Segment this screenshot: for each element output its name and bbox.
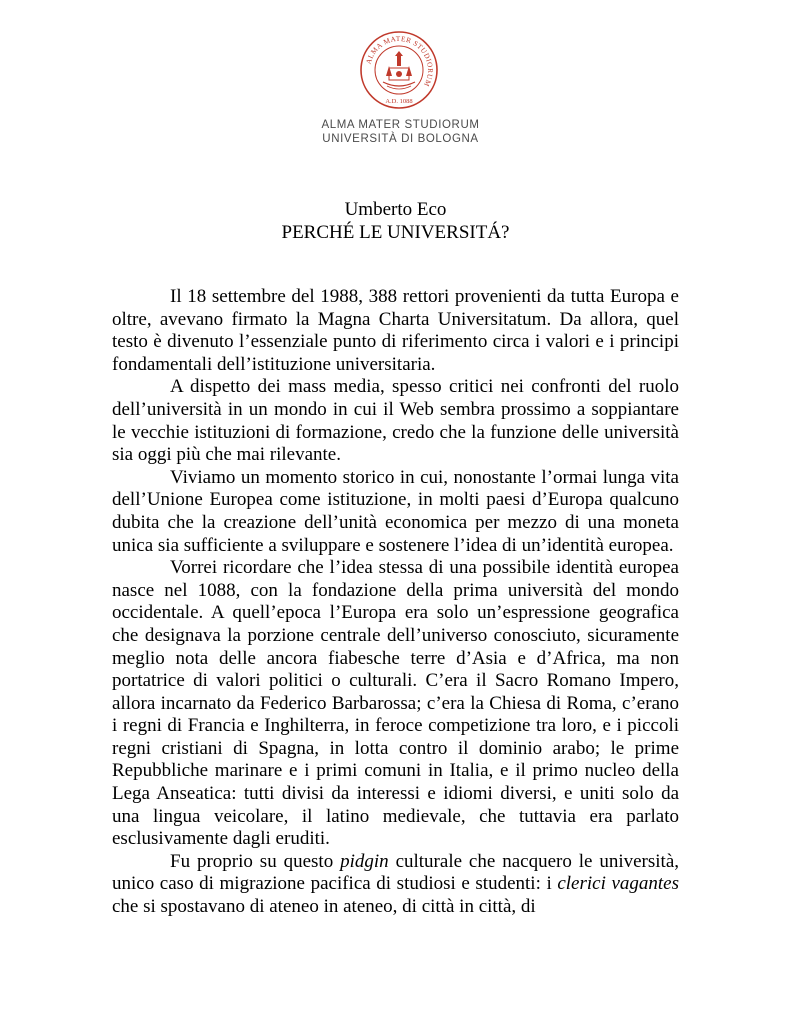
paragraph-text: Il 18 settembre del 1988, 388 rettori provenienti da tutta Europa e oltre, avevano firmato la Magna Charta Universitatum. Da allora, quel testo è divenuto l’essenziale punto di riferimento circa i valori e i principi fondamentali dell’istituzione universitaria.	[112, 286, 679, 375]
paragraph-text: Vorrei ricordare che l’idea stessa di una possibile identità europea nasce nel 1088, con la fondazione della prima università del mondo occidentale. A quell’epoca l’Europa era solo un’espressione geografica che designava la porzione centrale dell’universo conosciuto, sicuramente meglio nota delle ancora fiabesche terre d’Asia e d’Africa, ma non portatrice di valori politici o culturali. C’era il Sacro Romano Impero, allora incarnato da Federico Barbarossa; c’era la Chiesa di Roma, c’erano i regni di Francia e Inghilterra, in feroce competizione tra loro, e i piccoli regni cristiani di Spagna, in lotta contro il dominio arabo; le prime Repubbliche marinare e i primi comuni in Italia, e il primo nucleo della Lega Anseatica: tutti divisi da interessi e idiomi diversi, e uniti solo da una lingua veicolare, il latino medievale, che tuttavia era parlato esclusivamente dagli eruditi.	[112, 557, 679, 850]
institution-line-2: UNIVERSITÀ DI BOLOGNA	[322, 133, 479, 145]
paragraph-text: A dispetto dei mass media, spesso critici nei confronti del ruolo dell’università in un mondo in cui il Web sembra prossimo a soppiantare le vecchie istituzioni di formazione, credo che la funzione delle università sia oggi più che mai rilevante.	[112, 376, 679, 466]
svg-text:A.D. 1088: A.D. 1088	[385, 98, 413, 105]
svg-text:ALMA MATER STUDIORUM: ALMA MATER STUDIORUM	[364, 34, 435, 88]
body-paragraph	[112, 467, 679, 557]
paragraph-text: Viviamo un momento storico in cui, nonostante l’ormai lunga vita dell’Unione Europea come istituzione, in molti paesi d’Europa qualcuno dubita che la creazione dell’unità economica per mezzo di una moneta unica sia sufficiente a sviluppare e sostenere l’idea di un’identità europea.	[112, 466, 679, 556]
document-body	[112, 286, 679, 919]
university-seal-logo	[359, 30, 439, 110]
body-paragraph	[112, 851, 679, 919]
body-paragraph	[112, 557, 679, 851]
document-title: PERCHÉ LE UNIVERSITÁ?	[281, 222, 510, 243]
paragraph-text: culturale che nacquero le università, unico caso di migrazione pacifica di studiosi e studenti: i	[112, 850, 680, 895]
italic-text: pidgin	[340, 850, 389, 872]
body-paragraph	[112, 376, 679, 466]
institution-line-1: ALMA MATER STUDIORUM	[321, 119, 480, 131]
paragraph-text: che si spostavano di ateneo in ateneo, di città in città, di	[112, 896, 536, 918]
author-name: Umberto Eco	[344, 199, 447, 220]
body-paragraph	[112, 286, 679, 376]
institution-name	[0, 118, 791, 146]
italic-text: clerici vagantes	[557, 873, 679, 895]
paragraph-text: Fu proprio su questo	[170, 850, 341, 872]
